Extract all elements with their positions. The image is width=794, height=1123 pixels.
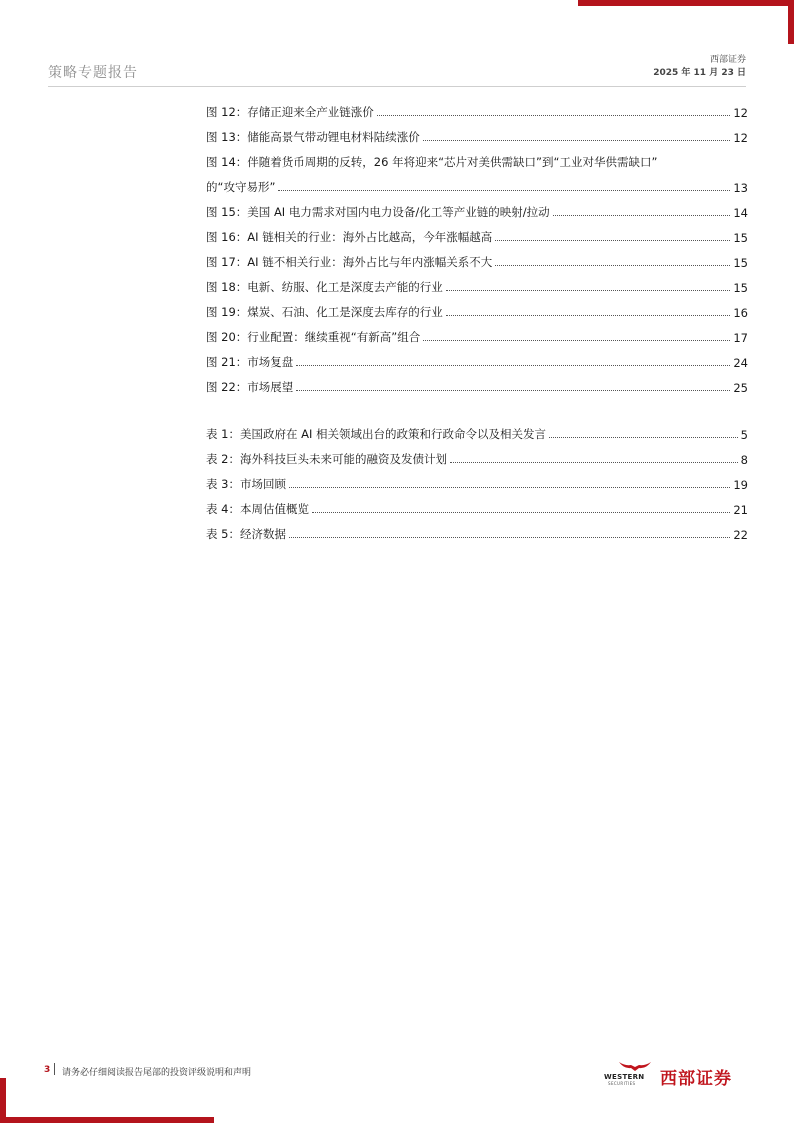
toc-leader-dots (446, 315, 731, 316)
corner-accent-bottom-horizontal (0, 1117, 214, 1123)
header-company: 西部证券 (709, 55, 746, 65)
toc-entry-page: 21 (733, 503, 748, 517)
toc-entry-title: 图 22：市场展望 (206, 380, 294, 394)
toc-entry-table-2[interactable] (206, 442, 748, 467)
toc-entry-page: 15 (733, 256, 748, 270)
toc-entry-title: 表 2：海外科技巨头未来可能的融资及发债计划 (206, 452, 447, 466)
toc-entry-title-line1: 图 14：伴随着货币周期的反转，26 年将迎来“芯片对美供需缺口”到“工业对华供需缺口” (206, 155, 658, 169)
toc-entry-title: 图 21：市场复盘 (206, 355, 294, 369)
toc-entry-title: 图 17：AI 链不相关行业：海外占比与年内涨幅关系不大 (206, 255, 493, 269)
toc-entry-figure-22[interactable] (206, 370, 748, 395)
footer-disclaimer: 请务必仔细阅读报告尾部的投资评级说明和声明 (62, 1068, 252, 1078)
toc-leader-dots (450, 462, 738, 463)
toc-leader-dots (495, 265, 730, 266)
toc-entry-table-3[interactable] (206, 467, 748, 492)
logo-chinese-name: 西部证券 (660, 1069, 732, 1089)
toc-leader-dots (312, 512, 730, 513)
toc-leader-dots (423, 340, 730, 341)
toc-entry-title: 图 18：电新、纺服、化工是深度去产能的行业 (206, 280, 443, 294)
toc-entry-page: 22 (733, 528, 748, 542)
toc-entry-table-5[interactable] (206, 517, 748, 542)
toc-entry-page: 25 (733, 381, 748, 395)
header-divider (48, 86, 746, 87)
toc-entry-table-1[interactable] (206, 417, 748, 442)
toc-entry-page: 15 (733, 231, 748, 245)
toc-entry-figure-15[interactable] (206, 195, 748, 220)
table-list (206, 417, 748, 542)
toc-entry-table-4[interactable] (206, 492, 748, 517)
report-type-title: 策略专题报告 (48, 65, 138, 81)
toc-leader-dots (495, 240, 730, 241)
toc-entry-title: 表 5：经济数据 (206, 527, 286, 541)
footer-separator (54, 1063, 55, 1075)
logo-english-name: WESTERN (604, 1073, 645, 1081)
company-logo (604, 1060, 750, 1089)
corner-accent-bottom-vertical (0, 1078, 6, 1123)
toc-leader-dots (423, 140, 731, 141)
toc-entry-figure-21[interactable] (206, 345, 748, 370)
toc-entry-page: 13 (733, 181, 748, 195)
toc-entry-figure-18[interactable] (206, 270, 748, 295)
toc-entry-figure-12[interactable] (206, 95, 748, 120)
toc-entry-title: 图 16：AI 链相关的行业：海外占比越高，今年涨幅越高 (206, 230, 493, 244)
toc-entry-figure-14[interactable] (206, 145, 748, 195)
corner-accent-top-horizontal (578, 0, 794, 6)
toc-entry-title: 图 15：美国 AI 电力需求对国内电力设备/化工等产业链的映射/拉动 (206, 205, 550, 219)
toc-entry-title: 图 19：煤炭、石油、化工是深度去库存的行业 (206, 305, 443, 319)
header-meta (653, 54, 746, 80)
toc-entry-page: 12 (733, 131, 748, 145)
figure-list (206, 95, 748, 395)
toc-leader-dots (377, 115, 731, 116)
report-date: 2025 年 11 月 23 日 (653, 68, 746, 78)
toc-entry-page: 17 (733, 331, 748, 345)
toc-leader-dots (549, 437, 738, 438)
toc-leader-dots (278, 190, 730, 191)
bull-horns-icon (618, 1060, 652, 1072)
toc-entry-title: 表 3：市场回顾 (206, 477, 286, 491)
toc-entry-title: 表 4：本周估值概览 (206, 502, 309, 516)
toc-entry-figure-13[interactable] (206, 120, 748, 145)
logo-english-subtitle: SECURITIES (608, 1081, 636, 1086)
toc-leader-dots (296, 365, 730, 366)
toc-leader-dots (289, 537, 730, 538)
toc-entry-page: 12 (733, 106, 748, 120)
toc-entry-page: 15 (733, 281, 748, 295)
toc-leader-dots (553, 215, 731, 216)
toc-entry-figure-19[interactable] (206, 295, 748, 320)
toc-entry-figure-16[interactable] (206, 220, 748, 245)
toc-entry-figure-17[interactable] (206, 245, 748, 270)
toc-entry-page: 19 (733, 478, 748, 492)
toc-entry-title: 的“攻守易形” (206, 180, 276, 194)
toc-entry-title: 图 12：存储正迎来全产业链涨价 (206, 105, 374, 119)
toc-entry-page: 8 (740, 453, 748, 467)
toc-leader-dots (446, 290, 731, 291)
toc-entry-figure-20[interactable] (206, 320, 748, 345)
toc-entry-title: 表 1：美国政府在 AI 相关领域出台的政策和行政命令以及相关发言 (206, 427, 547, 441)
toc-entry-page: 24 (733, 356, 748, 370)
toc-entry-title: 图 13：储能高景气带动锂电材料陆续涨价 (206, 130, 420, 144)
page-number: 3 (44, 1065, 51, 1075)
toc-leader-dots (296, 390, 730, 391)
toc-entry-title: 图 20：行业配置：继续重视“有新高”组合 (206, 330, 421, 344)
toc-entry-page: 5 (740, 428, 748, 442)
toc-entry-page: 16 (733, 306, 748, 320)
corner-accent-top-vertical (788, 0, 794, 44)
toc-entry-page: 14 (733, 206, 748, 220)
toc-leader-dots (289, 487, 730, 488)
